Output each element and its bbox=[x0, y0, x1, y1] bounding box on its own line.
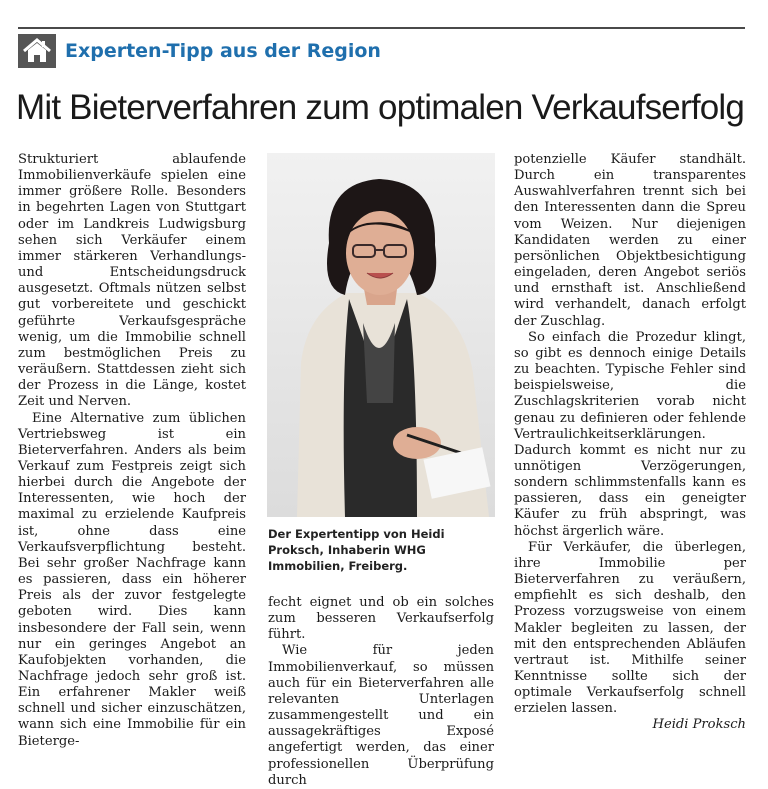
article-column-2 bbox=[268, 595, 494, 789]
article-headline: Mit Bieterverfahren zum optimalen Verkaufserfolg bbox=[16, 88, 745, 127]
paragraph: So einfach die Prozedur klingt, so gibt es dennoch einige Details zu beachten. Typische Fehler sind beispielsweise, die Zuschlagskriterien vorab nicht genau zu definieren oder fehlende Vertraulichkeitserklärungen. Dadurch kommt es nicht nur zu unnötigen Verzögerungen, sondern schlimmstenfalls kann es passieren, dass ein geneigter Käufer zu früh abspringt, was höchst ärgerlich wäre. bbox=[514, 329, 746, 539]
paragraph: Strukturiert ablaufende Immobilienverkäufe spielen eine immer größere Rolle. Besonders in begehrten Lagen von Stuttgart oder im Landkreis Ludwigsburg sehen sich Verkäufer einem immer stärkeren Verhandlungs- und Entscheidungsdruck ausgesetzt. Oftmals nützen selbst gut vorbereitete und geschickt geführte Verkaufsgespräche wenig, um die Immobilie schnell zum bestmöglichen Preis zu veräußern. Stattdessen zieht sich der Prozess in die Länge, kostet Zeit und Nerven. bbox=[18, 152, 246, 410]
paragraph: Wie für jeden Immobilienverkauf, so müssen auch für ein Bieterverfahren alle relevanten Unterlagen zusammengestellt und ein aussagekräftiges Exposé angefertigt werden, das einer professionellen Überprüfung durch bbox=[268, 643, 494, 788]
paragraph: Für Verkäufer, die überlegen, ihre Immobilie per Bieterverfahren zu veräußern, empfiehlt es sich deshalb, den Prozess vorzugsweise von einem Makler begleiten zu lassen, der mit den entsprechenden Abläufen vertraut ist. Mithilfe seiner Kenntnisse sollte sich der optimale Verkaufserfolg schnell erzielen lassen. bbox=[514, 539, 746, 717]
paragraph: Eine Alternative zum üblichen Vertriebsweg ist ein Bieterverfahren. Anders als beim Verkauf zum Festpreis zeigt sich hierbei durch die Angebote der Interessenten, wie hoch der maximal zu erzielende Kaufpreis ist, ohne dass eine Verkaufsverpflichtung besteht. Bei sehr großer Nachfrage kann es passieren, dass ein höherer Preis als der zuvor festgelegte geboten wird. Dies kann insbesondere der Fall sein, wenn nur ein geringes Angebot an Kaufobjekten vorhanden, die Nachfrage jedoch sehr groß ist. Ein erfahrener Makler weiß schnell und sicher einzuschätzen, wann sich eine Immobilie für ein Bieterge- bbox=[18, 410, 246, 749]
author-signoff: Heidi Proksch bbox=[652, 717, 746, 733]
paragraph: fecht eignet und ob ein solches zum besseren Verkaufserfolg führt. bbox=[268, 595, 494, 643]
paragraph: potenzielle Käufer standhält. Durch ein transparentes Auswahlverfahren trennt sich bei den Interessenten dann die Spreu vom Weizen. Nur diejenigen Kandidaten werden zu einer persönlichen Objektbesichtigung eingeladen, deren Angebot seriös und ernsthaft ist. Anschließend wird verhandelt, danach erfolgt der Zuschlag. bbox=[514, 152, 746, 329]
house-icon bbox=[18, 34, 56, 68]
article-column-1 bbox=[18, 152, 246, 750]
section-kicker: Experten-Tipp aus der Region bbox=[65, 40, 381, 62]
article-column-3 bbox=[514, 152, 746, 734]
author-photo bbox=[267, 153, 495, 517]
section-header bbox=[18, 34, 381, 68]
photo-caption: Der Expertentipp von Heidi Proksch, Inhaberin WHG Immobilien, Freiberg. bbox=[268, 527, 445, 573]
top-rule bbox=[18, 27, 745, 29]
